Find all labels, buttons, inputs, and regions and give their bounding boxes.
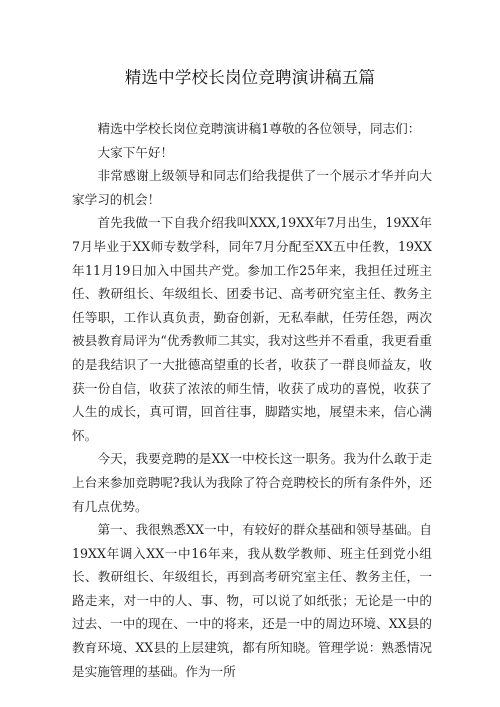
- paragraph-self-introduction: 首先我做一下自我介绍我叫XXX,19XX年7月出生，19XX年7月毕业于XX师专数学科，同年7月分配至XX五中任教，19XX年11月19日加入中国共产党。参加工作25年来，我担任过班主任、教研组长、年级组长、团委书记、高考研究室主任、教务主任等职，工作认真负责，勤奋创新，无私奉献，任劳任怨，两次被县教育局评为“优秀教师二其实，我对这些并不看重，我更看重的是我结识了一大批德高望重的长者，收获了一群良师益友，收获一份自信，收获了浓浓的师生情，收获了成功的喜悦，收获了人生的成长，真可谓，回首往事，脚踏实地，展望未来，信心满怀。: [72, 215, 432, 443]
- paragraph-greeting: 精选中学校长岗位竞聘演讲稿1尊敬的各位领导，同志们：: [97, 121, 421, 136]
- document-title: 精选中学校长岗位竞聘演讲稿五篇: [124, 68, 376, 87]
- document-body: [72, 117, 432, 683]
- paragraph-salutation: 大家下午好！: [97, 144, 174, 160]
- paragraph-thanks: 非常感谢上级领导和同志们给我提供了一个展示才华并向大家学习的机会！: [72, 168, 432, 207]
- paragraph-position: 今天，我要竞聘的是XX一中校长这一职务。我为什么敢于走上台来参加竞聘呢?我认为我除了符合竞聘校长的所有条件外，还有几点优势。: [72, 451, 432, 514]
- paragraph-advantage-one: 第一、我很熟悉XX一中，有较好的群众基础和领导基础。自19XX年调入XX一中16年来，我从数学教师、班主任到党小组长、教研组长、年级组长，再到高考研究室主任、教务主任，一路走来，对一中的人、事、物，可以说了如纸张；无论是一中的过去、一中的现在、一中的将来，还是一中的周边环境、XX县的教育环境、XX县的上层建筑，都有所知晓。管理学说：熟悉情况是实施管理的基础。作为一所: [72, 522, 432, 679]
